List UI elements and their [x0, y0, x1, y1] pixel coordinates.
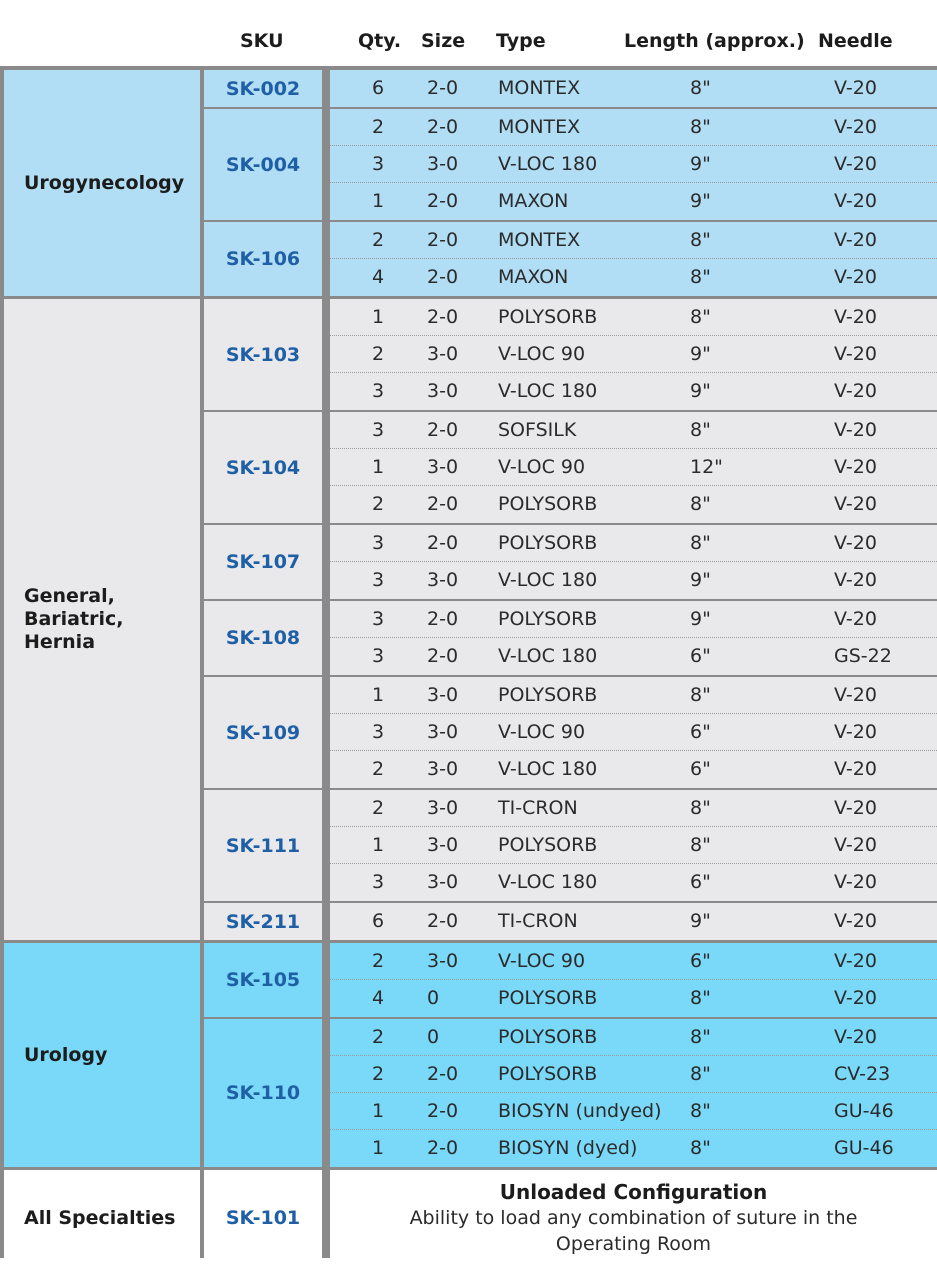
cell-type: MONTEX	[498, 116, 581, 138]
cell-size: 0	[427, 1026, 440, 1048]
cell-type: POLYSORB	[498, 306, 598, 328]
table-row	[330, 456, 937, 480]
cell-qty: 6	[372, 77, 385, 99]
cell-length: 8"	[690, 266, 711, 288]
cell-needle: V-20	[834, 834, 877, 856]
cell-qty: 2	[372, 758, 385, 780]
table-row	[330, 645, 937, 669]
cell-length: 6"	[690, 721, 711, 743]
cell-size: 2-0	[427, 306, 459, 328]
cell-qty: 1	[372, 1100, 385, 1122]
cell-length: 8"	[690, 797, 711, 819]
row-divider	[330, 863, 937, 864]
table-row	[330, 343, 937, 367]
cell-needle: V-20	[834, 380, 877, 402]
header-size: Size	[421, 30, 466, 52]
table-row	[330, 910, 937, 934]
cell-type: BIOSYN (undyed)	[498, 1100, 662, 1122]
table-row	[330, 116, 937, 140]
cell-type: V-LOC 180	[498, 645, 598, 667]
table-row	[330, 532, 937, 556]
cell-size: 3-0	[427, 950, 459, 972]
cell-qty: 3	[372, 721, 385, 743]
table-row	[330, 608, 937, 632]
row-divider	[330, 1055, 937, 1056]
cell-size: 2-0	[427, 493, 459, 515]
table-row	[330, 950, 937, 974]
cell-qty: 3	[372, 532, 385, 554]
cell-size: 3-0	[427, 380, 459, 402]
table-row	[330, 306, 937, 330]
cell-needle: V-20	[834, 116, 877, 138]
cell-length: 8"	[690, 306, 711, 328]
sku-label: SK-105	[204, 943, 322, 1017]
sku-label: SK-107	[204, 525, 322, 599]
row-divider	[330, 372, 937, 373]
cell-size: 3-0	[427, 797, 459, 819]
header-needle: Needle	[818, 30, 893, 52]
header-qty: Qty.	[358, 30, 402, 52]
cell-qty: 2	[372, 1026, 385, 1048]
cell-type: TI-CRON	[498, 910, 578, 932]
cell-needle: V-20	[834, 419, 877, 441]
cell-length: 8"	[690, 77, 711, 99]
cell-qty: 3	[372, 419, 385, 441]
sku-label: SK-211	[204, 903, 322, 940]
cell-length: 9"	[690, 343, 711, 365]
cell-needle: V-20	[834, 797, 877, 819]
row-divider	[330, 145, 937, 146]
cell-needle: CV-23	[834, 1063, 891, 1085]
cell-length: 9"	[690, 153, 711, 175]
cell-needle: V-20	[834, 569, 877, 591]
cell-type: POLYSORB	[498, 608, 598, 630]
table-row	[330, 797, 937, 821]
row-divider	[330, 1092, 937, 1093]
cell-needle: V-20	[834, 266, 877, 288]
cell-size: 2-0	[427, 910, 459, 932]
cell-type: MONTEX	[498, 77, 581, 99]
row-divider	[330, 637, 937, 638]
sku-label: SK-109	[204, 677, 322, 788]
cell-size: 2-0	[427, 116, 459, 138]
note-text: Ability to load any combination of suture in the Operating Room	[409, 1207, 858, 1255]
sku-label: SK-101	[204, 1170, 322, 1266]
cell-qty: 1	[372, 834, 385, 856]
table-row	[330, 229, 937, 253]
table-row	[330, 419, 937, 443]
cell-length: 8"	[690, 834, 711, 856]
cell-length: 8"	[690, 419, 711, 441]
sku-label: SK-103	[204, 299, 322, 410]
cell-length: 8"	[690, 532, 711, 554]
sku-label: SK-111	[204, 790, 322, 901]
cell-qty: 2	[372, 950, 385, 972]
sku-label: SK-110	[204, 1019, 322, 1167]
cell-needle: V-20	[834, 153, 877, 175]
cell-qty: 2	[372, 116, 385, 138]
cell-qty: 2	[372, 229, 385, 251]
sku-label: SK-108	[204, 601, 322, 675]
cell-needle: V-20	[834, 493, 877, 515]
cell-qty: 2	[372, 343, 385, 365]
row-divider	[330, 826, 937, 827]
row-divider	[330, 561, 937, 562]
cell-needle: V-20	[834, 77, 877, 99]
table-row	[330, 1063, 937, 1087]
cell-type: POLYSORB	[498, 532, 598, 554]
cell-type: V-LOC 180	[498, 153, 598, 175]
cell-size: 2-0	[427, 645, 459, 667]
cell-type: V-LOC 90	[498, 721, 586, 743]
cell-needle: V-20	[834, 684, 877, 706]
cell-length: 6"	[690, 758, 711, 780]
cell-qty: 1	[372, 306, 385, 328]
cell-needle: V-20	[834, 1026, 877, 1048]
specialty-label: Urogynecology	[4, 70, 200, 296]
cell-size: 3-0	[427, 834, 459, 856]
cell-type: POLYSORB	[498, 684, 598, 706]
row-divider	[330, 713, 937, 714]
cell-type: TI-CRON	[498, 797, 578, 819]
header-type: Type	[496, 30, 546, 52]
specialty-label: Urology	[4, 943, 200, 1167]
cell-qty: 3	[372, 871, 385, 893]
table-row	[330, 871, 937, 895]
specialty-label: All Specialties	[4, 1170, 200, 1266]
cell-length: 9"	[690, 380, 711, 402]
cell-length: 8"	[690, 1100, 711, 1122]
cell-length: 9"	[690, 608, 711, 630]
table-row	[330, 721, 937, 745]
table-row	[330, 684, 937, 708]
cell-needle: V-20	[834, 950, 877, 972]
note-title: Unloaded Configuration	[499, 1180, 768, 1204]
cell-size: 0	[427, 987, 440, 1009]
cell-size: 2-0	[427, 266, 459, 288]
cell-size: 2-0	[427, 608, 459, 630]
cell-length: 8"	[690, 493, 711, 515]
cell-qty: 2	[372, 1063, 385, 1085]
cell-length: 9"	[690, 910, 711, 932]
cell-length: 8"	[690, 684, 711, 706]
cell-length: 6"	[690, 645, 711, 667]
cell-length: 8"	[690, 987, 711, 1009]
cell-needle: V-20	[834, 456, 877, 478]
cell-size: 2-0	[427, 1137, 459, 1159]
cell-needle: V-20	[834, 910, 877, 932]
cell-type: MONTEX	[498, 229, 581, 251]
cell-needle: V-20	[834, 758, 877, 780]
cell-qty: 3	[372, 608, 385, 630]
cell-needle: V-20	[834, 608, 877, 630]
cell-length: 8"	[690, 116, 711, 138]
cell-type: POLYSORB	[498, 987, 598, 1009]
sku-label: SK-106	[204, 222, 322, 296]
cell-size: 2-0	[427, 190, 459, 212]
row-divider	[330, 979, 937, 980]
cell-type: SOFSILK	[498, 419, 577, 441]
cell-needle: GS-22	[834, 645, 892, 667]
cell-needle: V-20	[834, 343, 877, 365]
table-row	[330, 1137, 937, 1161]
cell-length: 9"	[690, 190, 711, 212]
table-row	[330, 380, 937, 404]
cell-type: MAXON	[498, 266, 569, 288]
row-divider	[330, 182, 937, 183]
table-row	[330, 834, 937, 858]
cell-type: V-LOC 90	[498, 456, 586, 478]
cell-size: 2-0	[427, 1063, 459, 1085]
row-divider	[330, 335, 937, 336]
sku-label: SK-004	[204, 109, 322, 220]
table-row	[330, 190, 937, 214]
table-row	[330, 758, 937, 782]
cell-qty: 3	[372, 645, 385, 667]
cell-needle: V-20	[834, 721, 877, 743]
cell-type: POLYSORB	[498, 1026, 598, 1048]
row-divider	[330, 485, 937, 486]
table-row	[330, 1100, 937, 1124]
cell-type: POLYSORB	[498, 834, 598, 856]
cell-type: V-LOC 180	[498, 758, 598, 780]
cell-length: 8"	[690, 1137, 711, 1159]
cell-size: 2-0	[427, 419, 459, 441]
suture-table	[0, 66, 937, 1258]
cell-needle: V-20	[834, 532, 877, 554]
cell-qty: 1	[372, 190, 385, 212]
cell-type: V-LOC 180	[498, 380, 598, 402]
cell-qty: 2	[372, 493, 385, 515]
cell-qty: 1	[372, 456, 385, 478]
cell-needle: GU-46	[834, 1100, 894, 1122]
header-length: Length (approx.)	[624, 30, 805, 52]
cell-size: 3-0	[427, 871, 459, 893]
cell-size: 3-0	[427, 721, 459, 743]
cell-type: V-LOC 180	[498, 871, 598, 893]
cell-size: 2-0	[427, 1100, 459, 1122]
cell-needle: GU-46	[834, 1137, 894, 1159]
row-divider	[330, 448, 937, 449]
cell-size: 3-0	[427, 569, 459, 591]
cell-size: 2-0	[427, 532, 459, 554]
table-row	[330, 987, 937, 1011]
sku-label: SK-002	[204, 70, 322, 107]
cell-qty: 3	[372, 153, 385, 175]
cell-qty: 4	[372, 266, 385, 288]
row-divider	[330, 1129, 937, 1130]
cell-type: BIOSYN (dyed)	[498, 1137, 638, 1159]
cell-size: 2-0	[427, 77, 459, 99]
cell-type: MAXON	[498, 190, 569, 212]
table-row	[330, 266, 937, 290]
sku-detail-block	[330, 1170, 937, 1266]
cell-length: 12"	[690, 456, 723, 478]
cell-type: POLYSORB	[498, 493, 598, 515]
cell-length: 6"	[690, 950, 711, 972]
cell-type: V-LOC 90	[498, 950, 586, 972]
table-row	[330, 1026, 937, 1050]
cell-size: 3-0	[427, 153, 459, 175]
table-row	[330, 569, 937, 593]
cell-length: 6"	[690, 871, 711, 893]
cell-length: 8"	[690, 1063, 711, 1085]
cell-size: 2-0	[427, 229, 459, 251]
header-sku: SKU	[240, 30, 284, 52]
cell-qty: 2	[372, 797, 385, 819]
cell-needle: V-20	[834, 229, 877, 251]
cell-size: 3-0	[427, 758, 459, 780]
table-row	[330, 77, 937, 101]
cell-type: V-LOC 90	[498, 343, 586, 365]
cell-needle: V-20	[834, 987, 877, 1009]
cell-qty: 4	[372, 987, 385, 1009]
cell-needle: V-20	[834, 190, 877, 212]
cell-qty: 3	[372, 380, 385, 402]
cell-qty: 6	[372, 910, 385, 932]
cell-needle: V-20	[834, 871, 877, 893]
table-row	[330, 153, 937, 177]
cell-qty: 1	[372, 1137, 385, 1159]
sku-label: SK-104	[204, 412, 322, 523]
cell-size: 3-0	[427, 456, 459, 478]
cell-qty: 1	[372, 684, 385, 706]
cell-type: POLYSORB	[498, 1063, 598, 1085]
cell-length: 8"	[690, 1026, 711, 1048]
cell-qty: 3	[372, 569, 385, 591]
cell-size: 3-0	[427, 684, 459, 706]
table-row	[330, 493, 937, 517]
row-divider	[330, 750, 937, 751]
row-divider	[330, 258, 937, 259]
cell-type: V-LOC 180	[498, 569, 598, 591]
cell-needle: V-20	[834, 306, 877, 328]
cell-length: 8"	[690, 229, 711, 251]
cell-length: 9"	[690, 569, 711, 591]
table-header	[0, 0, 937, 66]
specialty-label: General, Bariatric, Hernia	[4, 299, 200, 940]
cell-size: 3-0	[427, 343, 459, 365]
